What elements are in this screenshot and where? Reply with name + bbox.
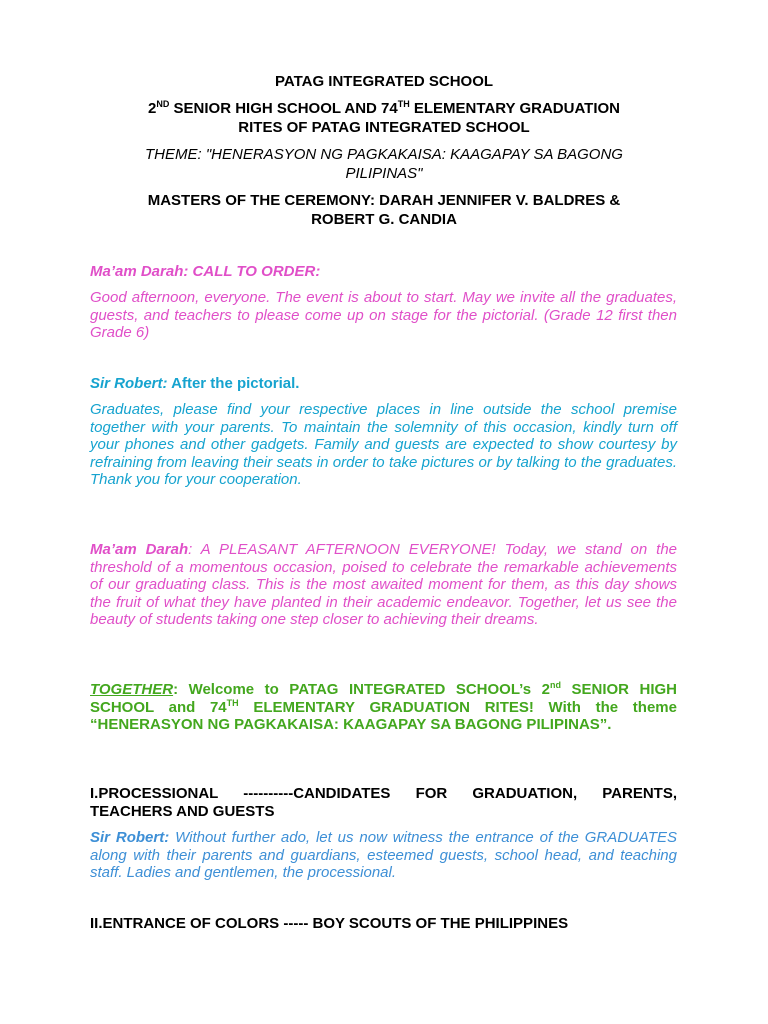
rites-title-line1 <box>0 99 768 118</box>
rites-text-shs: SENIOR HIGH SCHOOL AND 74 <box>169 100 398 117</box>
colors-heading: II.ENTRANCE OF COLORS ----- BOY SCOUTS OF THE PHILIPPINES <box>90 915 569 932</box>
processional-speaker: Sir Robert: <box>90 829 170 846</box>
together-suffix-th: TH <box>226 697 239 708</box>
pictorial-heading <box>90 375 677 393</box>
processional-paragraph <box>90 829 677 882</box>
call-to-order-text: Good afternoon, everyone. The event is about to start. May we invite all the graduates, guests, and teachers to please come up on stage for the pictorial. (Grade 12 first then Grade 6) <box>90 289 677 342</box>
masters-line2: ROBERT G. CANDIA <box>311 211 457 228</box>
together-text-a: : Welcome to PATAG INTEGRATED SCHOOL’s 2 <box>173 681 550 698</box>
greeting-speaker: Ma’am Darah <box>90 541 189 558</box>
together-suffix-nd: nd <box>549 680 561 690</box>
theme-line1: THEME: "HENERASYON NG PAGKAKAISA: KAAGAPAY SA BAGONG <box>145 146 623 163</box>
theme-line2: PILIPINAS" <box>345 165 423 182</box>
together-speaker: TOGETHER <box>90 681 174 698</box>
pictorial-cue: After the pictorial. <box>167 375 300 392</box>
processional-text: Without further ado, let us now witness the entrance of the GRADUATES along with their parents and guardians, esteemed guests, school head, and teaching staff. Ladies and gentlemen, the processional. <box>90 829 677 882</box>
rites-title-line2: RITES OF PATAG INTEGRATED SCHOOL <box>238 119 530 136</box>
pictorial-text: Graduates, please find your respective places in line outside the school premise together with your parents. To maintain the solemnity of this occasion, kindly turn off your phones and other gadgets. Family and guests are expected to show courtesy by refraining from leaving their seats in order to take pictures or by talking to the graduates. Thank you for your cooperation. <box>90 401 677 489</box>
rites-number-shs: 2 <box>148 100 157 117</box>
masters-of-ceremony <box>0 191 768 229</box>
rites-suffix-th: TH <box>397 99 410 109</box>
masters-line1: MASTERS OF THE CEREMONY: DARAH JENNIFER V. BALDRES & <box>147 192 621 209</box>
greeting-text: : A PLEASANT AFTERNOON EVERYONE! Today, we stand on the threshold of a momentous occasion, poised to celebrate the remarkable achievements of our graduating class. This is the most awaited moment for them, as this day shows the fruit of what they have planted in their academic endeavor. Together, let us see the beauty of students taking one step closer to achieving their dreams. <box>90 541 677 629</box>
call-to-order-speaker: Ma’am Darah: CALL TO ORDER: <box>90 263 321 280</box>
school-title <box>0 72 768 91</box>
together-text-c: ELEMENTARY GRADUATION RITES! With the theme “HENERASYON NG PAGKAKAISA: KAAGAPAY SA BAGONG PILIPINAS”. <box>90 698 677 734</box>
greeting-paragraph <box>90 541 677 629</box>
rites-suffix-nd: ND <box>156 99 170 109</box>
rites-text-elem: ELEMENTARY GRADUATION <box>409 100 620 117</box>
pictorial-speaker: Sir Robert: <box>90 375 168 392</box>
together-paragraph <box>90 681 677 734</box>
rites-title <box>0 99 768 137</box>
call-to-order-heading <box>90 263 677 281</box>
theme <box>0 145 768 183</box>
processional-heading: I.PROCESSIONAL ----------CANDIDATES FOR GRADUATION, PARENTS, TEACHERS AND GUESTS <box>90 785 677 820</box>
school-name: PATAG INTEGRATED SCHOOL <box>274 73 494 90</box>
together-text-b: SENIOR HIGH SCHOOL and 74 <box>90 681 677 716</box>
